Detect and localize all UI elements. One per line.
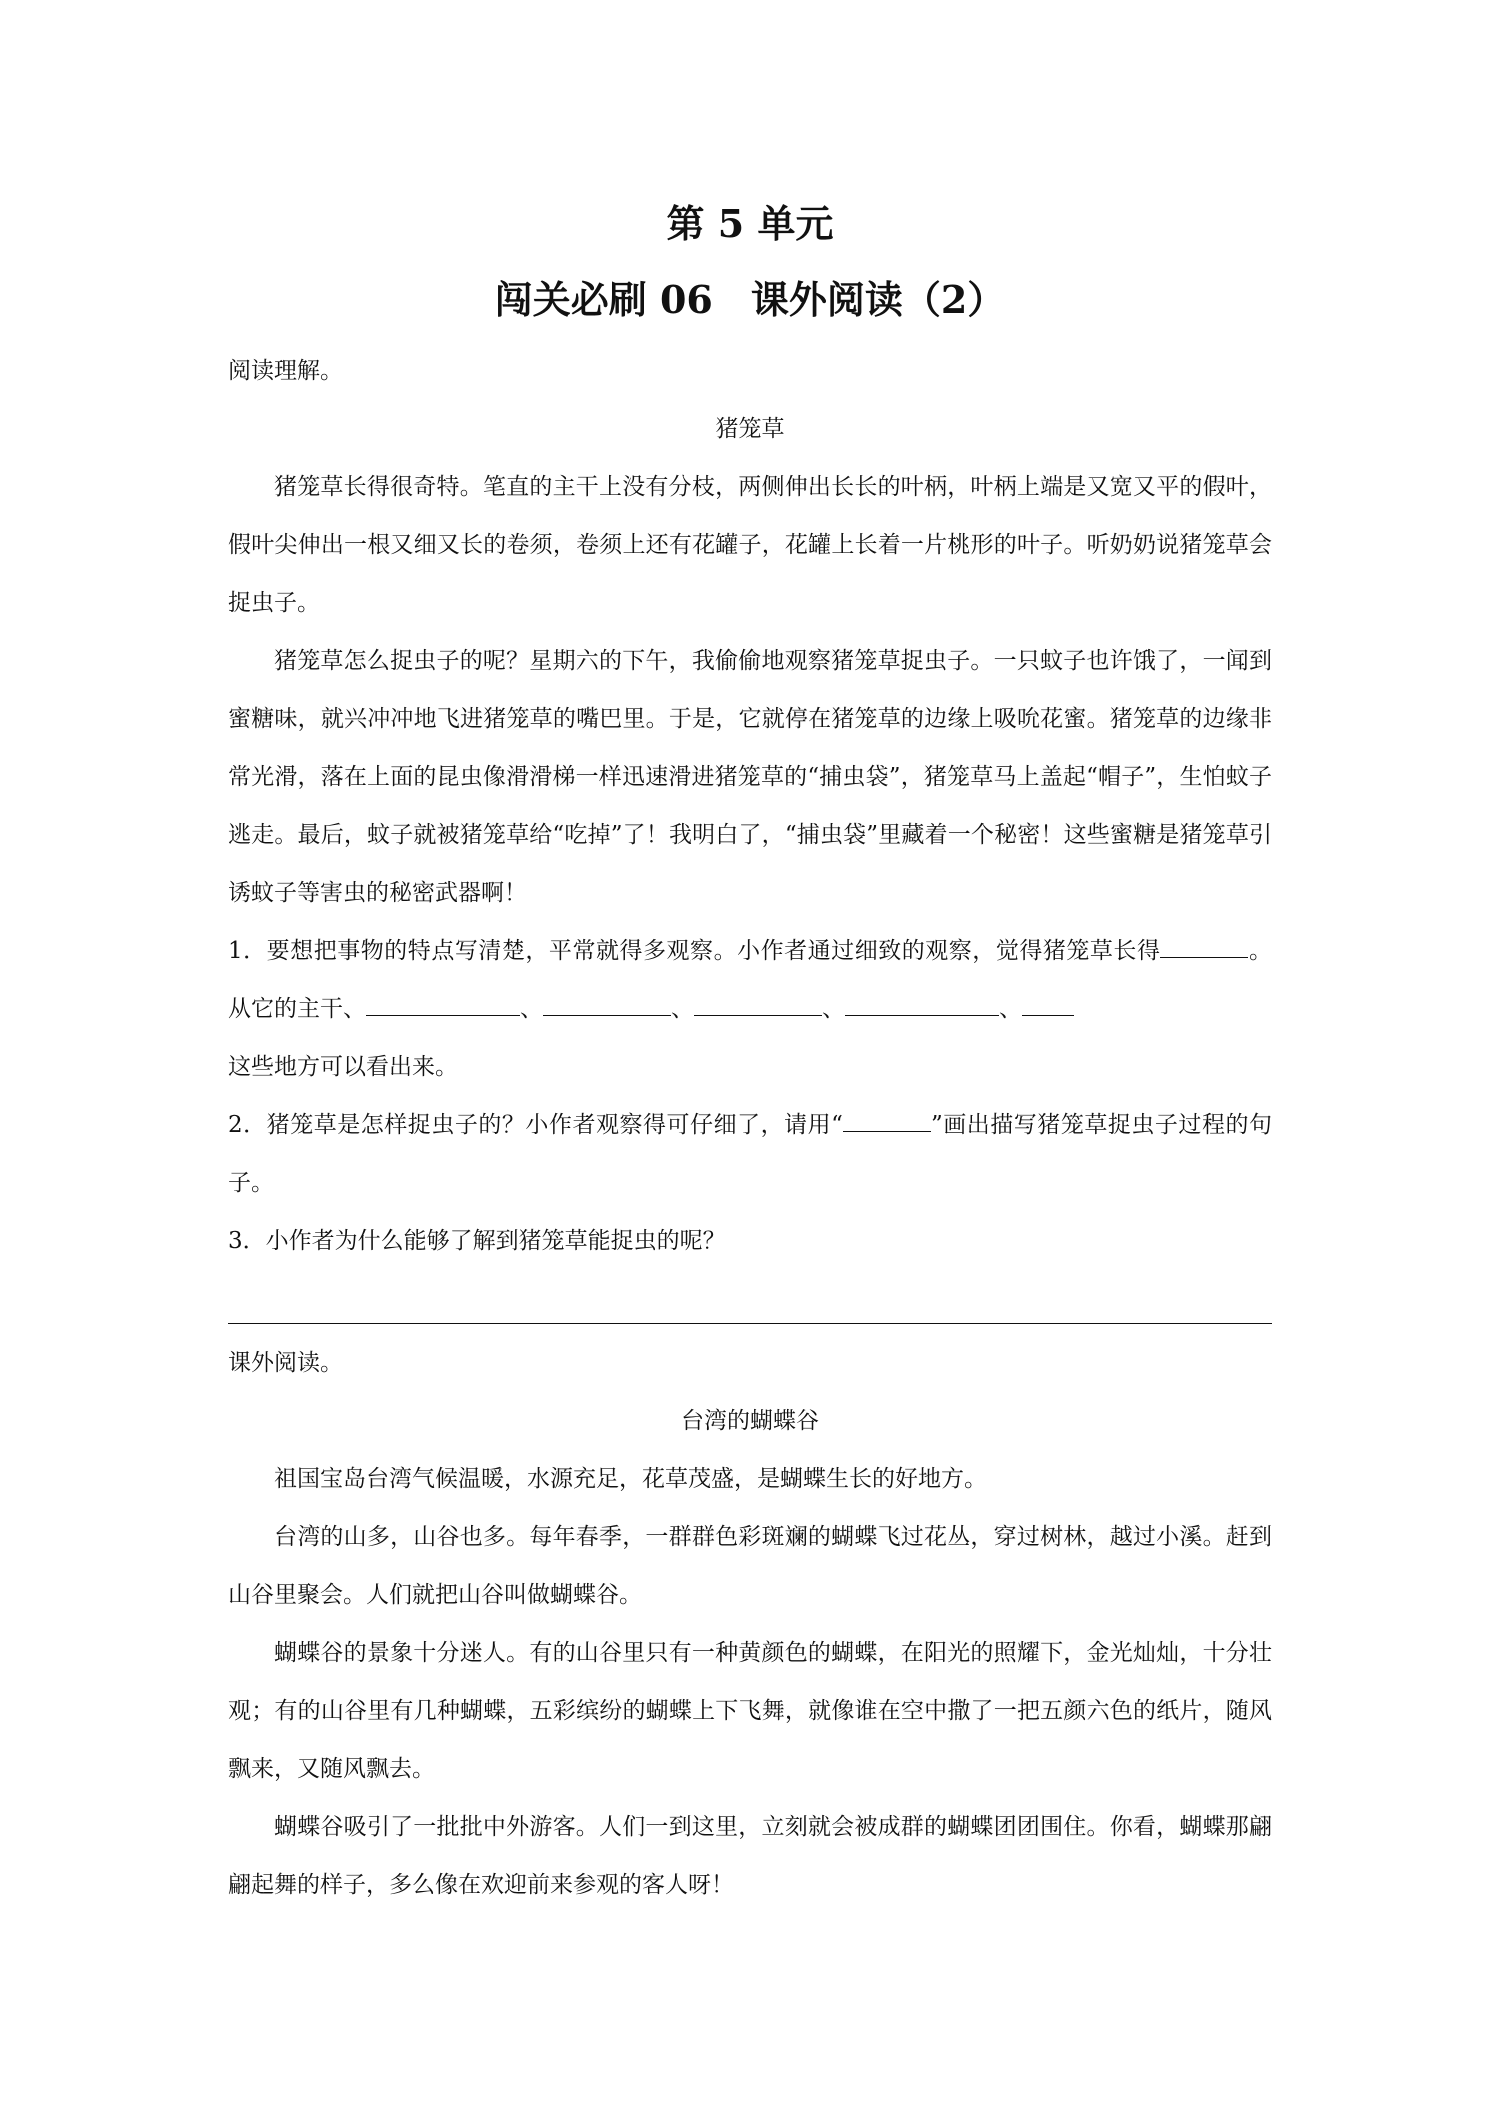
reading-section-2 — [228, 1334, 1272, 1914]
separator: 、 — [671, 996, 694, 1022]
worksheet-subtitle: 闯关必刷 06 课外阅读（2） — [494, 277, 1006, 322]
answer-blank[interactable] — [1022, 993, 1074, 1016]
answer-blank[interactable] — [694, 993, 822, 1016]
section-label: 课外阅读。 — [228, 1350, 343, 1376]
passage-paragraph: 祖国宝岛台湾气候温暖，水源充足，花草茂盛，是蝴蝶生长的好地方。 — [274, 1466, 987, 1492]
question-3: 3．小作者为什么能够了解到猪笼草能捉虫的呢？ — [228, 1228, 726, 1254]
separator: 、 — [822, 996, 845, 1022]
answer-blank[interactable] — [366, 993, 520, 1016]
separator: 、 — [999, 996, 1022, 1022]
passage-paragraph: 猪笼草长得很奇特。笔直的主干上没有分枝，两侧伸出长长的叶柄，叶柄上端是又宽又平的假叶，假叶尖伸出一根又细又长的卷须，卷须上还有花罐子，花罐上长着一片桃形的叶子。听奶奶说猪笼草会捉虫子。 — [228, 474, 1272, 616]
answer-blank[interactable] — [1160, 935, 1248, 958]
separator: 、 — [520, 996, 543, 1022]
answer-blank[interactable] — [543, 993, 671, 1016]
answer-blank[interactable] — [845, 993, 999, 1016]
unit-title: 第 5 单元 — [666, 201, 834, 246]
passage-title: 台湾的蝴蝶谷 — [681, 1408, 819, 1434]
passage-paragraph: 台湾的山多，山谷也多。每年春季，一群群色彩斑斓的蝴蝶飞过花丛，穿过树林，越过小溪。赶到山谷里聚会。人们就把山谷叫做蝴蝶谷。 — [228, 1524, 1272, 1608]
passage-paragraph: 蝴蝶谷吸引了一批批中外游客。人们一到这里，立刻就会被成群的蝴蝶团团围住。你看，蝴蝶那翩翩起舞的样子，多么像在欢迎前来参观的客人呀！ — [228, 1814, 1272, 1898]
question-text: 2．猪笼草是怎样捉虫子的？小作者观察得可仔细了，请用“ — [228, 1112, 843, 1138]
question-2 — [228, 1096, 1272, 1212]
passage-title: 猪笼草 — [715, 416, 785, 442]
underline-sample — [843, 1109, 931, 1132]
passage-paragraph: 猪笼草怎么捉虫子的呢？星期六的下午，我偷偷地观察猪笼草捉虫子。一只蚊子也许饿了，一闻到蜜糖味，就兴冲冲地飞进猪笼草的嘴巴里。于是，它就停在猪笼草的边缘上吸吮花蜜。猪笼草的边缘非常光滑，落在上面的昆虫像滑滑梯一样迅速滑进猪笼草的“捕虫袋”，猪笼草马上盖起“帽子”，生怕蚊子逃走。最后，蚊子就被猪笼草给“吃掉”了！我明白了，“捕虫袋”里藏着一个秘密！这些蜜糖是猪笼草引诱蚊子等害虫的秘密武器啊！ — [228, 648, 1272, 906]
answer-line[interactable] — [228, 1322, 1272, 1324]
question-1 — [228, 922, 1272, 1096]
question-text: 。从它的主干、 — [228, 938, 1273, 1022]
question-text: ”画出描写猪笼草捉虫子过程的句子。 — [228, 1112, 1272, 1196]
section-label: 阅读理解。 — [228, 358, 343, 384]
reading-section-1 — [228, 342, 1272, 1324]
worksheet-page — [228, 196, 1272, 1914]
passage-paragraph: 蝴蝶谷的景象十分迷人。有的山谷里只有一种黄颜色的蝴蝶，在阳光的照耀下，金光灿灿，十分壮观；有的山谷里有几种蝴蝶，五彩缤纷的蝴蝶上下飞舞，就像谁在空中撒了一把五颜六色的纸片，随风飘来，又随风飘去。 — [228, 1640, 1272, 1782]
question-text: 1．要想把事物的特点写清楚，平常就得多观察。小作者通过细致的观察，觉得猪笼草长得 — [228, 938, 1161, 964]
question-text: 这些地方可以看出来。 — [228, 1054, 458, 1080]
